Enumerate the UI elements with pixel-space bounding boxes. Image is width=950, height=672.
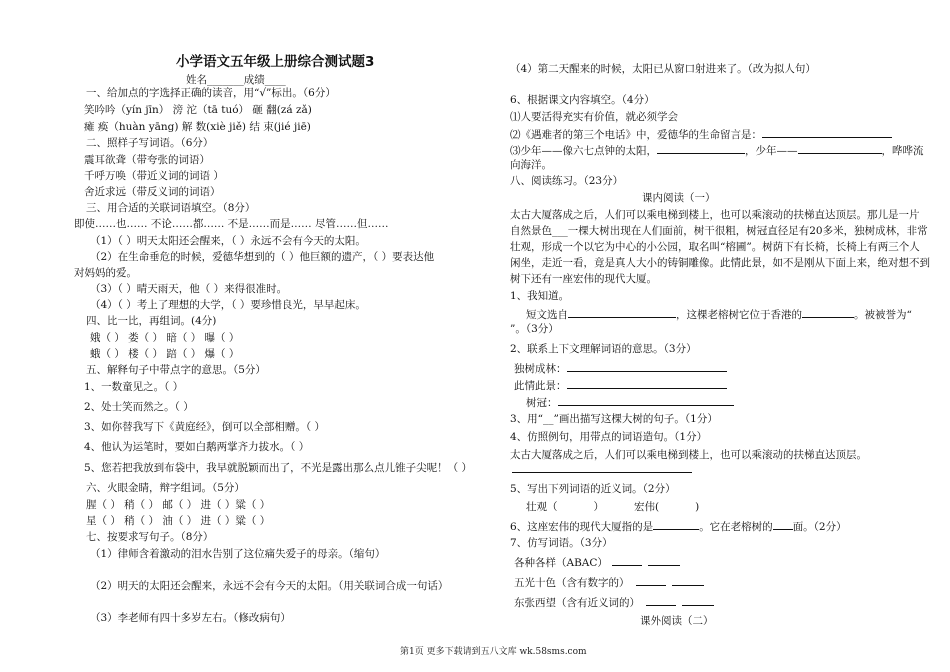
q2-item3: 舍近求远（带反义词的词语） bbox=[84, 186, 221, 198]
r1-q2: 2、联系上下文理解词语的意思。（3分） bbox=[510, 343, 697, 355]
r1-q6-a: 6、这座宏伟的现代大厦指的是 bbox=[510, 521, 654, 533]
q3-item3: （3）（ ）晴天雨天，他（ ）来得很准时。 bbox=[90, 283, 288, 295]
r1-q2-c bbox=[526, 394, 734, 410]
r1-q1-b: ，这棵老榕树它位于香港的 bbox=[676, 309, 802, 321]
q8-heading: 八、阅读练习。（23分） bbox=[510, 175, 624, 187]
blank[interactable] bbox=[773, 518, 793, 530]
fill-item3 bbox=[510, 142, 924, 158]
r1-q4: 4、仿照例句，用带点的词语造句。（1分） bbox=[510, 431, 708, 443]
name-score-line: 姓名_______成绩____ bbox=[186, 74, 286, 86]
q2-heading: 二、照样子写词语。（6分） bbox=[86, 137, 214, 149]
r1-q7: 7、仿写词语。（3分） bbox=[510, 537, 613, 549]
r1-q4-example: 太古大厦落成之后，人们可以乘电梯到楼上，也可以乘滚动的扶梯直达顶层。 bbox=[510, 449, 867, 461]
blank[interactable] bbox=[672, 574, 704, 586]
q3-item4: （4）（ ）考上了理想的大学，（ ）要珍惜良光，早早起床。 bbox=[90, 299, 366, 311]
r1-q6-c: 面。（2分） bbox=[792, 521, 847, 533]
r1-q1-end: ”。（3分） bbox=[510, 323, 559, 335]
blank[interactable] bbox=[558, 394, 734, 406]
q6-row2: 星（ ） 稍（ ） 油（ ） 进（ ）粱（ ） bbox=[86, 515, 271, 527]
q3-item1: （1）（ ）明天太阳还会醒来，（ ）永远不会有今天的太阳。 bbox=[90, 235, 366, 247]
page-title: 小学语文五年级上册综合测试题3 bbox=[176, 54, 375, 70]
passage-line3: 壮观，形成一个以它为中心的小公园，取名叫“榕圃”。树荫下有长椅，长椅上有两三个人 bbox=[510, 241, 920, 253]
q3-heading: 三、用合适的关联词语填空。（8分） bbox=[86, 202, 256, 214]
r1-q7-b-label: 五光十色（含有数字的） bbox=[514, 577, 630, 589]
blank[interactable] bbox=[802, 306, 854, 318]
r1-q2-a bbox=[514, 360, 727, 376]
blank[interactable] bbox=[646, 594, 676, 606]
fill-item2 bbox=[510, 126, 892, 142]
q6-row1: 腥（ ） 稍（ ） 邮（ ） 进（ ）粱（ ） bbox=[86, 499, 271, 511]
r1-q5-w2-close: ) bbox=[695, 501, 700, 513]
blank[interactable] bbox=[612, 554, 642, 566]
fill-item2-text: ⑵《遇难者的第三个电话》中，爱德华的生命留言是： bbox=[510, 129, 762, 141]
q5-item2: 2、处士笑而然之。（ ） bbox=[84, 401, 194, 413]
q1-heading: 一、给加点的字选择正确的读音，用“√”标出。（6分） bbox=[86, 87, 336, 99]
q1-row2: 瘫 痪（huàn yāng) 解 数(xiè jiě) 结 束(jié jiē) bbox=[84, 121, 311, 133]
blank[interactable] bbox=[567, 377, 727, 389]
q-fill-heading: 6、根据课文内容填空。（4分） bbox=[510, 94, 655, 106]
q7-item3: （3）李老师有四十多岁左右。（修改病句） bbox=[90, 612, 291, 624]
fill-item3-cont: 向海洋。 bbox=[510, 159, 552, 171]
r1-q5-words bbox=[526, 500, 699, 514]
r1-q5-w1-close: ） bbox=[593, 501, 604, 513]
r1-q7-c-label: 东张西望（含有近义词的） bbox=[514, 597, 640, 609]
q1-row1: 笑吟吟（yín jīn） 滂 沱（tā tuó） 砸 翻(zá zǎ) bbox=[84, 104, 312, 116]
page-footer: 第1页 更多下载请到五八文库 wk.58sms.com bbox=[400, 647, 587, 657]
q5-item3: 3、如你替我写下《黄庭经》，倒可以全部相赠。（ ） bbox=[84, 421, 326, 433]
blank[interactable] bbox=[648, 554, 680, 566]
q7-heading: 七、按要求写句子。（8分） bbox=[86, 531, 214, 543]
q4-heading: 四、比一比，再组词。(4分) bbox=[86, 315, 217, 327]
r1-q2-b-label: 此情此景： bbox=[514, 380, 567, 392]
blank[interactable] bbox=[568, 306, 676, 318]
answer-line[interactable] bbox=[512, 472, 692, 473]
r1-q2-b bbox=[514, 377, 727, 393]
r1-q1-line bbox=[526, 306, 912, 322]
q5-item1: 1、一数童见之。（ ） bbox=[84, 381, 184, 393]
r1-q5-w2: 宏伟( bbox=[634, 501, 660, 513]
q4-row1: 娥（ ） 娄（ ） 暗（ ） 曝（ ） bbox=[90, 332, 240, 344]
passage-line5: 树下还有一座宏伟的现代大厦。 bbox=[510, 273, 657, 285]
blank[interactable] bbox=[798, 142, 882, 154]
q3-item2-cont: 对妈妈的爱。 bbox=[74, 267, 137, 279]
q3-options: 即使……也…… 不论……都…… 不是……而是…… 尽管……但…… bbox=[74, 218, 389, 230]
blank[interactable] bbox=[636, 574, 666, 586]
r1-q5-w1: 壮观（ bbox=[526, 501, 558, 513]
r1-q7-a-label: 各种各样（ABAC） bbox=[514, 557, 608, 569]
r1-q2-c-label: 树冠： bbox=[526, 397, 558, 409]
q5-heading: 五、解释句子中带点字的意思。（5分） bbox=[86, 364, 266, 376]
r1-q1-c: 。被被誉为“ bbox=[854, 309, 912, 321]
fill-item3-c: ，哗哗流 bbox=[881, 145, 924, 157]
reading1-title: 课内阅读（一） bbox=[642, 192, 716, 204]
blank[interactable] bbox=[653, 518, 699, 530]
r1-q6-b: 。它在老榕树的 bbox=[699, 521, 773, 533]
r1-q1: 1、我知道。 bbox=[510, 290, 570, 302]
passage-line2: 自然景色___一棵大树出现在人们面前，树干很粗，树冠直径足有20多米，独树成林，非常 bbox=[510, 225, 928, 237]
blank[interactable] bbox=[567, 360, 727, 372]
q7-item4: （4）第二天醒来的时候，太阳已从窗口射进来了。（改为拟人句） bbox=[510, 63, 816, 75]
fill-item1: ⑴人要活得充实有价值，就必须学会 bbox=[510, 111, 678, 123]
r1-q2-a-label: 独树成林： bbox=[514, 363, 567, 375]
passage-line4: 闲坐，走近一看，竟是真人大小的铸铜雕像。此情此景，如不是刚从下面上来，绝对想不到 bbox=[510, 257, 930, 269]
blank[interactable] bbox=[657, 142, 745, 154]
passage-line1: 太古大厦落成之后，人们可以乘电梯到楼上，也可以乘滚动的扶梯直达顶层。那儿是一片 bbox=[510, 209, 920, 221]
q3-item2: （2）在生命垂危的时候，爱德华想到的（ ）他巨额的遗产，（ ）要表达他 bbox=[90, 251, 435, 263]
q2-item1: 震耳欲聋（带夸张的词语） bbox=[84, 154, 210, 166]
q2-item2: 千呼万唤（带近义词的词语 ） bbox=[84, 170, 224, 182]
reading2-title: 课外阅读（二） bbox=[640, 615, 714, 627]
q4-row2: 蛾（ ） 楼（ ） 踣（ ） 爆（ ） bbox=[90, 348, 240, 360]
q6-heading: 六、火眼金睛，辩字组词。（5分） bbox=[86, 482, 245, 494]
q5-item5: 5、您若把我放到布袋中，我早就脱颖而出了，不光是露出那么点儿锥子尖呢！（ ） bbox=[84, 462, 473, 474]
r1-q3: 3、用“__”画出描写这棵大树的句子。（1分） bbox=[510, 413, 718, 425]
r1-q6 bbox=[510, 518, 847, 534]
q7-item2: （2）明天的太阳还会醒来，永远不会有今天的太阳。（用关联词合成一句话） bbox=[90, 580, 449, 592]
q5-item4: 4、他认为运笔时，要如白鹅两掌齐力拔水。（ ） bbox=[84, 441, 310, 453]
r1-q7-c bbox=[514, 594, 714, 610]
r1-q7-b bbox=[514, 574, 704, 590]
r1-q7-a bbox=[514, 554, 680, 570]
fill-item3-a: ⑶少年——像六七点钟的太阳， bbox=[510, 145, 657, 157]
blank[interactable] bbox=[762, 126, 892, 138]
fill-item3-b: ，少年—— bbox=[745, 145, 798, 157]
r1-q5: 5、写出下列词语的近义词。（2分） bbox=[510, 483, 676, 495]
r1-q1-a: 短文选自 bbox=[526, 309, 568, 321]
q7-item1: （1）律师含着激动的泪水告别了这位痛失爱子的母亲。（缩句） bbox=[90, 548, 386, 560]
blank[interactable] bbox=[682, 594, 714, 606]
